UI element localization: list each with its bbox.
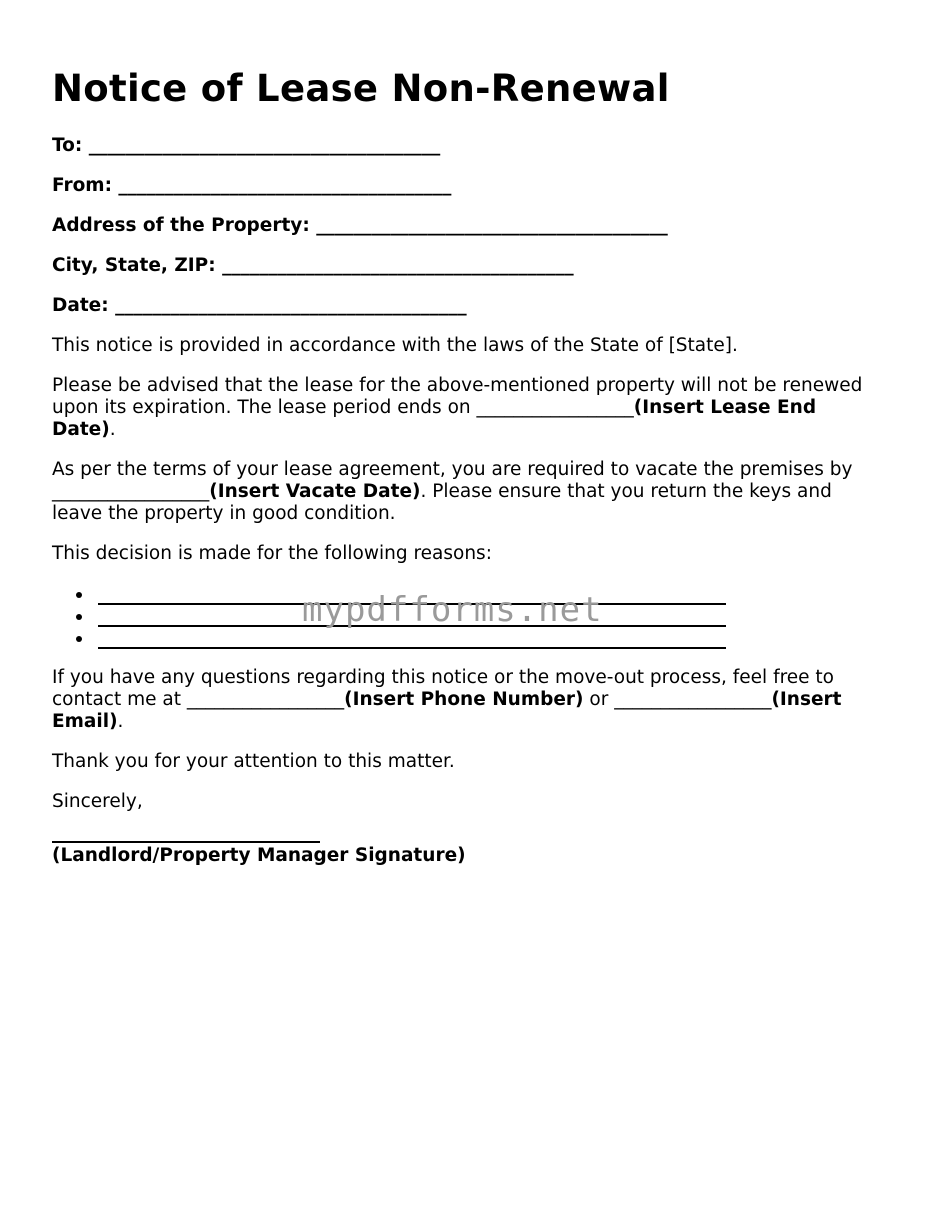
paragraph-vacate: [52, 459, 882, 525]
signature-line: [52, 841, 320, 843]
watermark-text: mypdfforms.net: [302, 590, 603, 630]
from-blank: ____________________________________: [118, 175, 452, 196]
email-blank: _________________: [614, 689, 772, 710]
contact-text: If you have any questions regarding this notice or the move-out process, feel free to contact me at: [52, 667, 835, 710]
paragraph-reasons-intro: This decision is made for the following reasons:: [52, 543, 492, 564]
lease-end-period: .: [109, 419, 116, 440]
lease-end-placeholder: (Insert Lease End Date): [52, 397, 817, 440]
from-label: From:: [52, 175, 112, 196]
contact-or: or: [583, 689, 615, 710]
address-blank: ______________________________________: [316, 215, 668, 236]
paragraph-thanks: Thank you for your attention to this matter.: [52, 751, 455, 772]
vacate-tail: . Please ensure that you return the keys and leave the property in good condition.: [52, 481, 832, 524]
address-label: Address of the Property:: [52, 215, 310, 236]
vacate-text: As per the terms of your lease agreement, you are required to vacate the premises by: [52, 459, 853, 480]
paragraph-lease-end: [52, 375, 882, 441]
to-label: To:: [52, 135, 83, 156]
date-field: [52, 295, 882, 317]
phone-blank: _________________: [186, 689, 345, 710]
city-label: City, State, ZIP:: [52, 255, 216, 276]
paragraph-contact: [52, 667, 882, 733]
page-title: Notice of Lease Non-Renewal: [52, 67, 670, 110]
signature-label: (Landlord/Property Manager Signature): [52, 845, 466, 866]
paragraph-state-law: This notice is provided in accordance with the laws of the State of [State].: [52, 335, 738, 356]
email-placeholder: (Insert Email): [52, 689, 842, 732]
bullet-icon: [76, 592, 82, 598]
from-field: [52, 175, 882, 197]
date-blank: ______________________________________: [115, 295, 467, 316]
vacate-blank: _________________: [52, 481, 210, 502]
city-blank: ______________________________________: [222, 255, 574, 276]
document-page: [52, 66, 882, 867]
to-blank: ______________________________________: [88, 135, 441, 156]
reason-blank-line: [98, 647, 726, 649]
vacate-placeholder: (Insert Vacate Date): [209, 481, 421, 502]
bullet-icon: [76, 636, 82, 642]
address-field: [52, 215, 882, 237]
bullet-icon: [76, 614, 82, 620]
city-field: [52, 255, 882, 277]
to-field: [52, 135, 882, 157]
paragraph-sincerely: Sincerely,: [52, 791, 143, 812]
contact-period: .: [117, 711, 124, 732]
lease-end-blank: _________________: [476, 397, 634, 418]
lease-end-text: Please be advised that the lease for the above-mentioned property will not be renewed upon its expiration. The lease period ends on: [52, 375, 863, 418]
date-label: Date:: [52, 295, 109, 316]
reason-item: [52, 627, 882, 649]
phone-placeholder: (Insert Phone Number): [344, 689, 584, 710]
